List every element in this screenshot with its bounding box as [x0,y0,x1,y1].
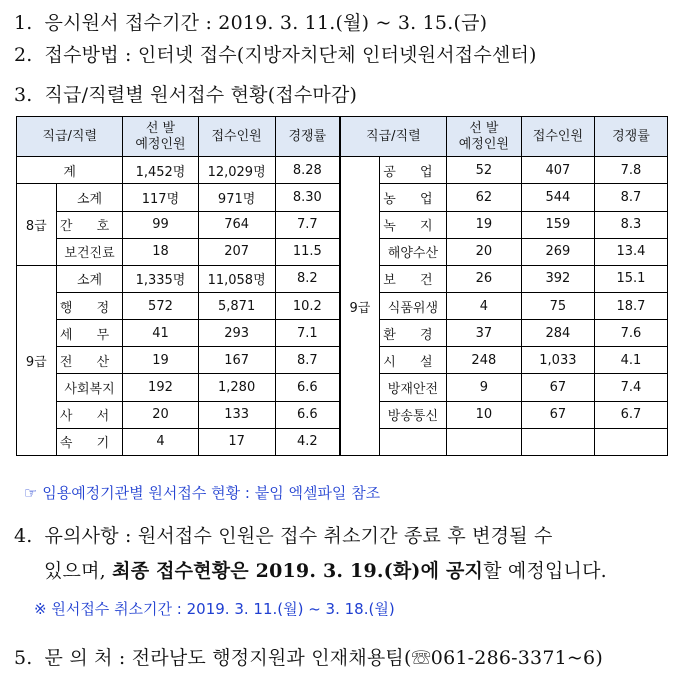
header-grade-series-label: 직급/직렬 [366,128,421,144]
notice-text-c: 할 예정입니다. [483,560,607,582]
header-competition-rate [275,117,340,157]
header-applicants-label: 접수인원 [532,128,584,144]
right-applicants: 407 [521,157,594,184]
left-applicants: 207 [198,238,275,265]
cancellation-period-note: ※ 원서접수 취소기간 : 2019. 3. 11.(월) ~ 3. 18.(월) [34,600,395,618]
right-applicants: 67 [521,401,594,428]
header-planned-hires [123,117,198,157]
right-applicants: 159 [521,211,594,238]
right-applicants: 67 [521,374,594,401]
right-planned-hires: 9 [446,374,521,401]
right-series-name: 식품위생 [380,293,447,320]
item-number: 2. [14,44,33,66]
right-series-name: 시 설 [380,347,447,374]
right-planned-hires: 37 [446,320,521,347]
section-5-contact [14,643,603,670]
left-series-name: 사회복지 [56,374,123,401]
right-planned-hires: 19 [446,211,521,238]
right-series-name: 방재안전 [380,374,447,401]
header-competition-rate-label: 경쟁률 [612,128,650,144]
header-planned-hires-label-2: 예정인원 [458,136,509,152]
header-grade-series-label: 직급/직렬 [42,128,98,144]
left-series-name: 보건진료 [56,238,123,265]
left-planned-hires: 117명 [123,184,198,211]
notice-text-bold: 최종 접수현황은 2019. 3. 19.(화)에 공지 [112,560,484,582]
left-competition-rate: 11.5 [275,238,340,265]
right-planned-hires: 4 [446,293,521,320]
right-competition-rate [594,428,667,455]
left-series-name: 세 무 [56,320,123,347]
left-competition-rate: 4.2 [275,428,340,455]
left-planned-hires: 572 [123,293,198,320]
right-series-name: 공 업 [380,157,447,184]
header-planned-hires [446,117,521,157]
header-applicants [198,117,275,157]
table-row [17,157,668,184]
left-competition-rate: 10.2 [275,293,340,320]
right-competition-rate: 4.1 [594,347,667,374]
left-competition-rate: 6.6 [275,374,340,401]
left-series-name: 행 정 [56,293,123,320]
total-competition-rate: 8.28 [275,157,340,184]
left-applicants: 5,871 [198,293,275,320]
right-applicants [521,428,594,455]
notice-text: 유의사항 : 원서접수 인원은 접수 취소기간 종료 후 변경될 수 [44,525,553,547]
right-competition-rate: 6.7 [594,401,667,428]
section-3-status-heading [14,80,357,107]
right-planned-hires: 52 [446,157,521,184]
table-header-row [17,117,668,157]
left-applicants: 971명 [198,184,275,211]
section-4-notice [14,521,553,548]
contact-text: 문 의 처 : 전라남도 행정지원과 인재채용팀(☏061-286-3371~6) [44,647,603,669]
right-planned-hires: 20 [446,238,521,265]
right-competition-rate: 15.1 [594,265,667,292]
left-applicants: 11,058명 [198,265,275,292]
notice-text-a: 있으며, [44,560,113,582]
status-heading-text: 직급/직렬별 원서접수 현황(접수마감) [44,84,358,106]
right-applicants: 269 [521,238,594,265]
left-planned-hires: 18 [123,238,198,265]
left-competition-rate: 8.7 [275,347,340,374]
right-competition-rate: 8.3 [594,211,667,238]
left-applicants: 133 [198,401,275,428]
item-number: 3. [14,84,33,106]
left-planned-hires: 99 [123,211,198,238]
right-competition-rate: 7.8 [594,157,667,184]
item-number: 5. [14,647,33,669]
left-planned-hires: 20 [123,401,198,428]
left-series-name: 사 서 [56,401,123,428]
left-applicants: 293 [198,320,275,347]
application-status-table [16,116,668,456]
right-planned-hires [446,428,521,455]
right-competition-rate: 13.4 [594,238,667,265]
right-series-name: 환 경 [380,320,447,347]
right-competition-rate: 7.6 [594,320,667,347]
right-competition-rate: 7.4 [594,374,667,401]
grade9-label: 9급 [17,265,57,455]
left-series-name: 소계 [56,184,123,211]
right-series-name: 보 건 [380,265,447,292]
reception-method-text: 접수방법 : 인터넷 접수(지방자치단체 인터넷원서접수센터) [44,44,537,66]
attachment-note: ☞ 임용예정기관별 원서접수 현황 : 붙임 엑셀파일 참조 [24,484,381,502]
right-applicants: 75 [521,293,594,320]
left-series-name: 간 호 [56,211,123,238]
header-planned-hires-label: 선 발 [469,120,499,136]
left-competition-rate: 7.1 [275,320,340,347]
item-number: 4. [14,525,33,547]
right-planned-hires: 248 [446,347,521,374]
right-planned-hires: 26 [446,265,521,292]
left-competition-rate: 8.2 [275,265,340,292]
left-series-name: 전 산 [56,347,123,374]
header-planned-hires-label: 선 발 [145,120,176,136]
right-series-name: 방송통신 [380,401,447,428]
header-applicants-label: 접수인원 [211,128,262,144]
left-series-name: 속 기 [56,428,123,455]
right-series-name: 녹 지 [380,211,447,238]
left-planned-hires: 4 [123,428,198,455]
left-applicants: 167 [198,347,275,374]
header-applicants [521,117,594,157]
right-applicants: 1,033 [521,347,594,374]
item-number: 1. [14,12,33,34]
right-series-name: 해양수산 [380,238,447,265]
reception-period-text: 응시원서 접수기간 : 2019. 3. 11.(월) ~ 3. 15.(금) [44,12,488,34]
left-competition-rate: 8.30 [275,184,340,211]
left-series-name: 소계 [56,265,123,292]
header-competition-rate [594,117,667,157]
right-planned-hires: 10 [446,401,521,428]
header-grade-series [17,117,123,157]
total-planned-hires: 1,452명 [123,157,198,184]
right-grade-label: 9급 [340,157,380,456]
left-competition-rate: 7.7 [275,211,340,238]
right-applicants: 284 [521,320,594,347]
left-planned-hires: 41 [123,320,198,347]
grade8-label: 8급 [17,184,57,265]
left-planned-hires: 192 [123,374,198,401]
total-label: 계 [17,157,123,184]
left-applicants: 764 [198,211,275,238]
left-applicants: 17 [198,428,275,455]
right-series-name: 농 업 [380,184,447,211]
right-competition-rate: 8.7 [594,184,667,211]
left-competition-rate: 6.6 [275,401,340,428]
left-planned-hires: 19 [123,347,198,374]
total-applicants: 12,029명 [198,157,275,184]
left-planned-hires: 1,335명 [123,265,198,292]
right-planned-hires: 62 [446,184,521,211]
right-applicants: 392 [521,265,594,292]
right-series-name [380,428,447,455]
right-competition-rate: 18.7 [594,293,667,320]
header-grade-series [340,117,446,157]
right-applicants: 544 [521,184,594,211]
section-4-notice-continued [44,556,607,583]
section-2-reception-method [14,40,537,67]
header-planned-hires-label-2: 예정인원 [135,136,186,152]
section-1-reception-period [14,8,487,35]
header-competition-rate-label: 경쟁률 [288,128,327,144]
left-applicants: 1,280 [198,374,275,401]
